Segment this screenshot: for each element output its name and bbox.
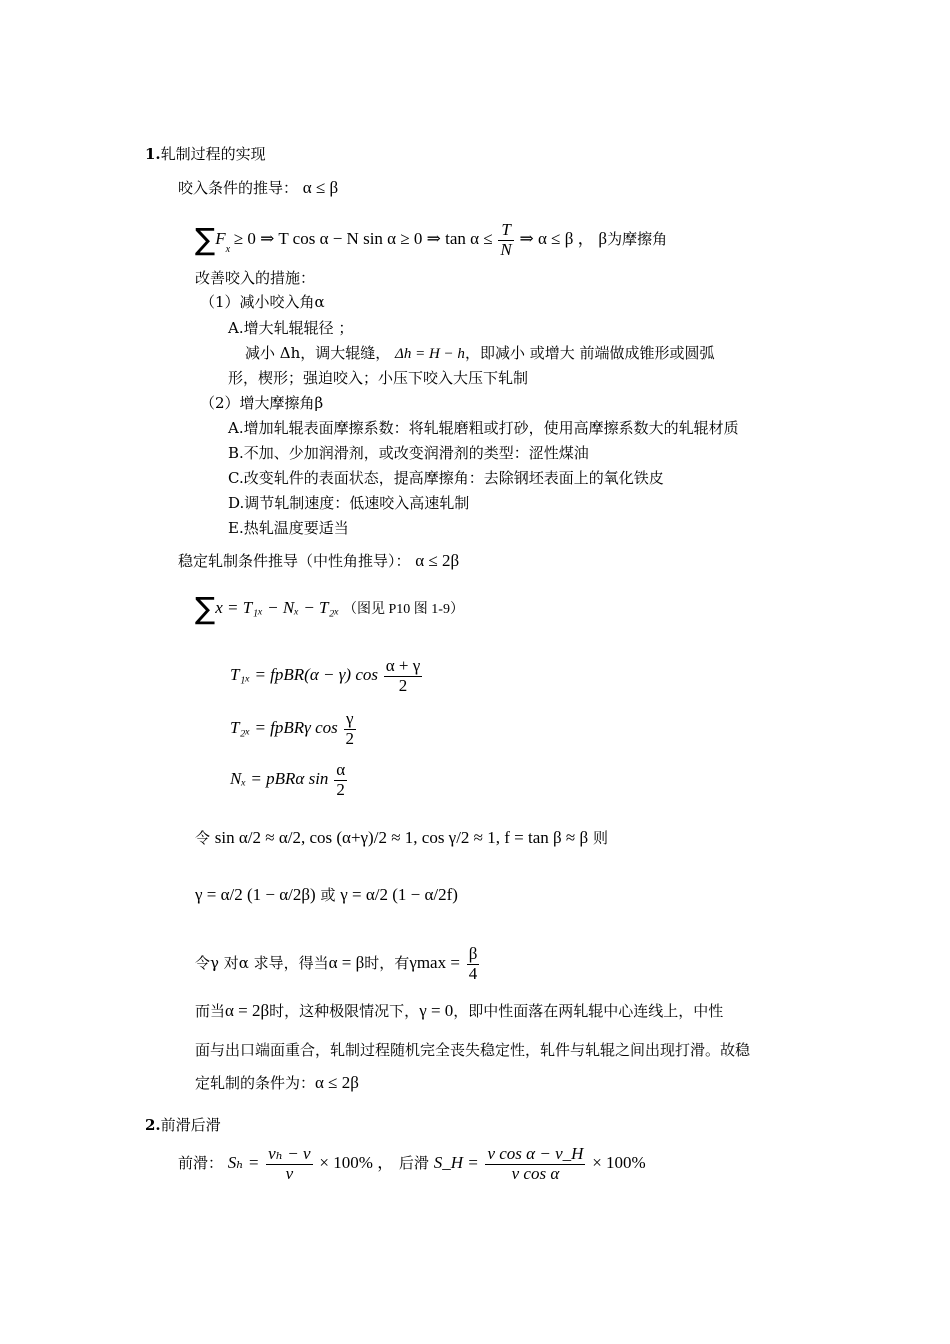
beta-note: 为摩擦角 [607,232,668,248]
backward-slip-tail: × 100% [592,1153,646,1172]
measure-1b-part3: ，即减小 或增大 前端做成锥形或圆弧 [464,344,715,362]
backward-slip-den: v cos α [511,1163,560,1183]
measure-2c: C.改变轧件的表面状态，提高摩擦角：去除钢坯表面上的氧化铁皮 [228,469,664,487]
paragraph-line-1 [195,1001,723,1021]
measure-1b [245,343,714,364]
bite-derivation-equation [195,214,667,264]
fraction-num: T [498,221,513,241]
gamma-eq-1: γ = α/2 (1 − α/2β) [195,885,316,904]
p1-part-b: 时，这种极限情况下， [269,1002,420,1020]
t1-num: α + γ [385,656,421,676]
backward-slip-lhs: S_H = [433,1153,479,1172]
measure-2b: B.不加、少加润滑剂，或改变润滑剂的类型：涩性煤油 [228,444,589,462]
measure-2e: E.热轧温度要适当 [228,519,349,537]
bite-condition-line [178,178,338,198]
let-prefix: 令 [195,829,211,847]
nx-num: α [336,760,346,780]
bite-eq-part-b: ⇒ α ≤ β ， [519,229,595,248]
p3-text: 定轧制的条件为： [195,1074,316,1092]
sum-equation [195,588,464,628]
t2-fraction [344,710,357,748]
t2-num: γ [344,710,357,730]
t2-equation [230,703,358,753]
backward-slip-label: 后滑 [398,1154,429,1172]
forward-slip-den: v [285,1163,294,1183]
forward-slip-lhs: Sₕ = [227,1153,260,1172]
gamma-or: 或 [320,886,336,904]
gamma-equation [195,875,458,915]
gamma-max: γmax = [409,953,460,972]
approximation-line [195,818,608,858]
measure-2d: D.调节轧制速度：低速咬入高速轧制 [228,494,470,512]
gamma-max-den: 4 [468,963,478,983]
let-suffix: 则 [592,829,608,847]
section-1-text: 轧制过程的实现 [160,145,266,163]
derivative-text-2: 时，有 [364,954,410,972]
forward-slip-num: vₕ − v [268,1143,311,1163]
measure-1b-eq: Δh = H − h [395,346,465,362]
t1-den: 2 [398,676,408,696]
bite-eq-part-a: ≥ 0 ⇒ T cos α − N sin α ≥ 0 ⇒ tan α ≤ [233,229,493,248]
measure-1a: A.增大轧辊辊径 ； [228,319,354,337]
nx-fraction [334,761,347,799]
p1-part-a: 而当 [195,1002,226,1020]
t2-den: 2 [345,729,355,749]
derivative-line [195,938,481,988]
t1-lhs: T₁ₓ = fpBR(α − γ) cos [230,665,378,684]
force-symbol: F [215,229,226,248]
nx-den: 2 [336,780,345,800]
p3-eq: α ≤ 2β [315,1073,359,1092]
measure-2: （2）增大摩擦角β [200,394,324,412]
sum-figure-ref: （图见 P10 图 1-9） [343,602,464,617]
stable-label: 稳定轧制条件推导（中性角推导）： [178,552,411,570]
measure-1b-part1: 减小 Δh，调大辊缝， [245,344,391,362]
stable-condition-line [178,551,459,571]
paragraph-line-3 [195,1073,359,1093]
paragraph-line-2: 面与出口端面重合，轧制过程随机完全丧失稳定性，轧件与轧辊之间出现打滑。故稳 [195,1041,751,1059]
measure-1c: 形，楔形；强迫咬入；小压下咬入大压下轧制 [228,369,529,387]
backward-slip-num: v cos α − v_H [487,1143,584,1163]
forward-slip-label: 前滑： [178,1154,224,1172]
bite-condition: α ≤ β [302,178,339,197]
p1-part-c: ，即中性面落在两轧辊中心连线上，中性 [453,1002,724,1020]
bite-fraction [498,221,513,259]
sum-eq-text: x = T₁ₓ − Nₓ − T₂ₓ [215,598,340,617]
t1-equation [230,650,424,700]
force-subscript: x [225,244,231,255]
sum-symbol-2: ∑ [195,591,216,627]
derivative-text-1: 令γ 对α 求导，得当 [195,954,329,972]
section-2-number: 2. [145,1116,161,1134]
forward-slip-tail: × 100% ， [319,1153,395,1172]
forward-slip-fraction [266,1145,312,1183]
approximation-eq: sin α/2 ≈ α/2, cos (α+γ)/2 ≈ 1, cos γ/2 ≈ 1, f = tan β ≈ β [214,828,589,847]
section-2-text: 前滑后滑 [160,1116,221,1134]
measure-1: （1）减小咬入角α [200,293,325,311]
beta-symbol: β [598,229,608,248]
gamma-max-fraction [467,945,480,983]
backward-slip-fraction [485,1145,585,1183]
gamma-max-num: β [468,943,478,963]
section-1-number: 1. [145,145,161,163]
bite-label: 咬入条件的推导： [178,179,299,197]
gamma-eq-2: γ = α/2 (1 − α/2f) [340,885,458,904]
section-2-title [145,1115,221,1135]
section-1-title [145,144,266,164]
measure-2a: A.增加轧辊表面摩擦系数：将轧辊磨粗或打砂，使用高摩擦系数大的轧辊材质 [228,419,739,437]
p1-eq: α = 2β [225,1001,270,1020]
fraction-den: N [500,240,512,260]
nx-equation [230,754,349,804]
slip-equations [178,1138,646,1188]
derivative-eq: α = β [328,953,365,972]
p1-eq2: γ = 0 [419,1001,454,1020]
improve-title: 改善咬入的措施： [195,269,316,287]
t1-fraction [384,657,423,695]
stable-condition: α ≤ 2β [415,551,460,570]
nx-lhs: Nₓ = pBRα sin [230,769,329,788]
sum-symbol: ∑ [195,222,216,258]
t2-lhs: T₂ₓ = fpBRγ cos [230,718,338,737]
